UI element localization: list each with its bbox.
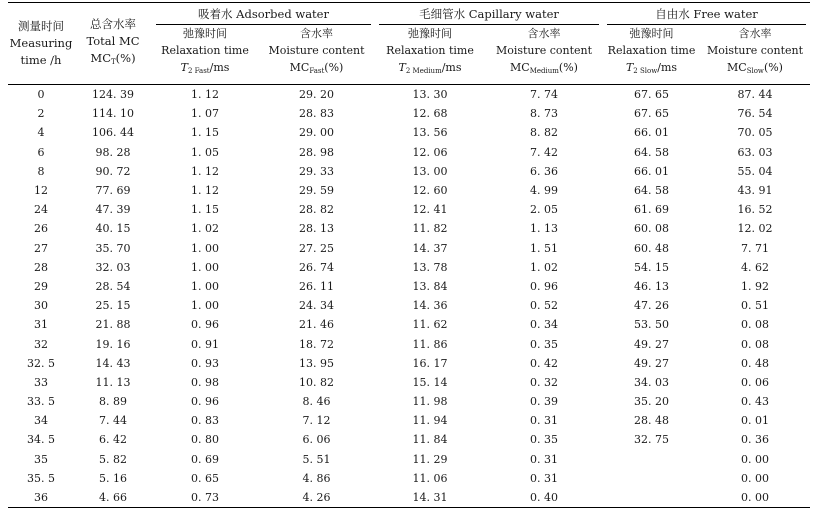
table-row bbox=[8, 334, 810, 353]
mc-medium-cell: 8. 73 bbox=[530, 107, 558, 121]
mc-fast-cell: 18. 72 bbox=[299, 337, 334, 351]
table-row bbox=[8, 104, 810, 123]
mc-medium-symbol-sub: Medium bbox=[529, 67, 559, 75]
mc-slow-cell: 4. 62 bbox=[741, 260, 769, 274]
mc-medium-cell: 8. 82 bbox=[530, 126, 558, 140]
time-cell: 0 bbox=[37, 88, 45, 102]
time-cell: 31 bbox=[34, 318, 48, 332]
mc-medium-cell: 0. 52 bbox=[530, 299, 558, 313]
time-cell: 28 bbox=[34, 260, 48, 274]
mc-fast-cell: 29. 20 bbox=[299, 88, 334, 102]
mc-slow-cell: 55. 04 bbox=[737, 164, 773, 178]
mc-fast-cell: 28. 82 bbox=[299, 203, 334, 217]
relax-cn: 弛豫时间 bbox=[183, 27, 227, 40]
mc-slow-cell: 12. 02 bbox=[737, 222, 773, 236]
mc-medium-cell: 2. 05 bbox=[530, 203, 558, 217]
time-cell: 2 bbox=[37, 107, 45, 121]
table-row bbox=[8, 143, 810, 162]
mc-fast-cell: 8. 46 bbox=[302, 395, 331, 409]
t2-slow-cell: 49. 27 bbox=[634, 337, 669, 351]
t2-fast-cell: 0. 96 bbox=[191, 395, 219, 409]
adsorbed-water-cn: 吸着水 bbox=[198, 6, 233, 21]
measuring-time-en-2: time /h bbox=[20, 53, 62, 67]
total-mc-cn: 总含水率 bbox=[90, 17, 136, 31]
t2-slow-symbol-unit: /ms bbox=[657, 61, 678, 74]
total-mc-cell: 19. 16 bbox=[95, 337, 131, 351]
time-cell: 35 bbox=[34, 452, 48, 466]
t2-medium-cell: 13. 78 bbox=[412, 260, 448, 274]
time-cell: 24 bbox=[34, 203, 48, 217]
time-cell: 4 bbox=[37, 126, 45, 140]
t2-fast-cell: 1. 15 bbox=[191, 126, 219, 140]
t2-fast-symbol-sub-num: 2 bbox=[187, 67, 193, 75]
time-cell: 34 bbox=[34, 414, 48, 428]
t2-fast-cell: 0. 65 bbox=[191, 471, 219, 485]
mc-fast-symbol bbox=[258, 59, 375, 85]
t2-fast-cell: 0. 91 bbox=[191, 337, 219, 351]
table-row bbox=[8, 315, 810, 334]
t2-fast-cell: 1. 00 bbox=[191, 241, 219, 255]
t2-fast-cell: 1. 12 bbox=[191, 164, 219, 178]
total-mc-cell: 40. 15 bbox=[95, 222, 131, 236]
t2-fast-cell: 1. 00 bbox=[191, 260, 219, 274]
mc-slow-cell: 16. 52 bbox=[737, 203, 773, 217]
t2-medium-cell: 12. 68 bbox=[412, 107, 448, 121]
t2-medium-cell: 14. 37 bbox=[412, 241, 448, 255]
mc-medium-cell: 1. 02 bbox=[530, 260, 558, 274]
t2-medium-symbol bbox=[375, 59, 485, 85]
t2-fast-cell: 0. 96 bbox=[191, 318, 219, 332]
mc-slow-symbol-pct: (%) bbox=[763, 61, 783, 74]
t2-slow-cell: 34. 03 bbox=[634, 375, 669, 389]
mc-slow-cell: 0. 00 bbox=[741, 452, 769, 466]
mc-medium-cell: 4. 99 bbox=[530, 184, 558, 198]
t2-medium-cell: 13. 00 bbox=[412, 164, 448, 178]
t2-medium-cell: 12. 06 bbox=[412, 145, 448, 159]
t2-medium-cell: 12. 41 bbox=[412, 203, 448, 217]
table-row bbox=[8, 296, 810, 315]
t2-fast-cell: 0. 93 bbox=[191, 356, 219, 370]
mc-slow-cell: 0. 01 bbox=[741, 414, 769, 428]
mc-slow-cell: 0. 00 bbox=[700, 488, 810, 508]
t2-slow-cell: 60. 48 bbox=[634, 241, 669, 255]
time-cell: 29 bbox=[34, 279, 48, 293]
t2-medium-cell: 12. 60 bbox=[412, 184, 448, 198]
table-row bbox=[8, 200, 810, 219]
mc-slow-cell: 0. 06 bbox=[741, 375, 769, 389]
t2-fast-cell: 1. 07 bbox=[191, 107, 219, 121]
table-body bbox=[8, 85, 810, 508]
total-mc-unit: (%) bbox=[115, 51, 136, 65]
mc-fast-header bbox=[258, 25, 375, 59]
table-row bbox=[8, 469, 810, 488]
total-mc-cell: 106. 44 bbox=[92, 126, 134, 140]
t2-slow-cell bbox=[603, 450, 700, 469]
t2-slow-cell: 61. 69 bbox=[634, 203, 669, 217]
free-water-en: Free water bbox=[693, 6, 758, 21]
table-row bbox=[8, 181, 810, 200]
t2-medium-cell: 13. 56 bbox=[412, 126, 448, 140]
mc-cn: 含水率 bbox=[738, 27, 772, 40]
t2-fast-cell: 1. 12 bbox=[191, 88, 219, 102]
mc-fast-cell: 26. 11 bbox=[299, 279, 334, 293]
table-row bbox=[8, 392, 810, 411]
t2-slow-cell: 32. 75 bbox=[634, 433, 669, 447]
total-mc-cell: 32. 03 bbox=[95, 260, 131, 274]
t2-slow-symbol bbox=[603, 59, 700, 85]
t2-slow-cell: 67. 65 bbox=[634, 88, 669, 102]
mc-cn: 含水率 bbox=[300, 27, 333, 40]
t2-fast-cell: 0. 98 bbox=[191, 375, 219, 389]
mc-slow-cell: 0. 08 bbox=[741, 318, 769, 332]
total-mc-cell: 47. 39 bbox=[95, 203, 131, 217]
mc-fast-cell: 7. 12 bbox=[302, 414, 331, 428]
t2-medium-cell: 13. 30 bbox=[412, 88, 448, 102]
relax-fast-header bbox=[152, 25, 258, 59]
t2-fast-cell: 0. 69 bbox=[191, 452, 219, 466]
total-mc-cell: 7. 44 bbox=[99, 414, 127, 428]
t2-medium-symbol-sub-num: 2 bbox=[405, 67, 411, 75]
t2-fast-cell: 0. 73 bbox=[152, 488, 258, 508]
t2-medium-cell: 11. 98 bbox=[412, 395, 448, 409]
mc-fast-symbol-pct: (%) bbox=[324, 61, 344, 74]
total-mc-cell: 6. 42 bbox=[99, 433, 127, 447]
total-mc-cell: 90. 72 bbox=[95, 164, 131, 178]
mc-en: Moisture content bbox=[268, 44, 365, 57]
table-row bbox=[8, 239, 810, 258]
mc-medium-cell: 0. 31 bbox=[530, 471, 558, 485]
mc-slow-cell: 43. 91 bbox=[737, 184, 773, 198]
t2-slow-cell: 64. 58 bbox=[634, 184, 669, 198]
free-water-group bbox=[603, 3, 810, 26]
mc-slow-cell: 87. 44 bbox=[737, 88, 773, 102]
time-cell: 6 bbox=[37, 145, 45, 159]
capillary-water-group bbox=[375, 3, 603, 26]
relax-cn: 弛豫时间 bbox=[408, 27, 452, 40]
mc-fast-cell: 29. 59 bbox=[299, 184, 334, 198]
t2-medium-cell: 16. 17 bbox=[412, 356, 448, 370]
table-row bbox=[8, 85, 810, 105]
table-row bbox=[8, 450, 810, 469]
total-mc-cell: 28. 54 bbox=[95, 279, 131, 293]
total-mc-sub: T bbox=[111, 58, 116, 66]
mc-medium-cell: 0. 96 bbox=[530, 279, 558, 293]
measuring-time-en-1: Measuring bbox=[9, 36, 73, 50]
t2-slow-cell: 64. 58 bbox=[634, 145, 669, 159]
t2-slow-cell: 35. 20 bbox=[634, 395, 669, 409]
total-mc-cell: 114. 10 bbox=[92, 107, 134, 121]
mc-fast-cell: 5. 51 bbox=[302, 452, 331, 466]
total-mc-cell: 77. 69 bbox=[95, 184, 131, 198]
t2-fast-symbol bbox=[152, 59, 258, 85]
total-mc-cell: 98. 28 bbox=[95, 145, 131, 159]
t2-fast-symbol-t: T bbox=[180, 61, 188, 74]
mc-fast-cell: 29. 33 bbox=[299, 164, 334, 178]
t2-fast-symbol-sub-label: Fast bbox=[194, 67, 210, 75]
t2-fast-symbol-unit: /ms bbox=[209, 61, 230, 74]
t2-medium-cell: 13. 84 bbox=[412, 279, 448, 293]
mc-fast-cell: 10. 82 bbox=[299, 375, 334, 389]
time-cell: 33. 5 bbox=[27, 395, 55, 409]
t2-fast-cell: 1. 05 bbox=[191, 145, 219, 159]
total-mc-mc: MC bbox=[90, 51, 111, 65]
mc-medium-cell: 0. 40 bbox=[485, 488, 603, 508]
mc-fast-cell: 29. 00 bbox=[299, 126, 334, 140]
mc-fast-cell: 27. 25 bbox=[299, 241, 334, 255]
t2-medium-cell: 11. 86 bbox=[412, 337, 448, 351]
mc-fast-symbol-sub: Fast bbox=[309, 67, 325, 75]
t2-slow-cell: 47. 26 bbox=[634, 299, 669, 313]
t2-slow-cell: 54. 15 bbox=[634, 260, 669, 274]
t2-medium-symbol-unit: /ms bbox=[441, 61, 462, 74]
mc-slow-header bbox=[700, 25, 810, 59]
table-row bbox=[8, 277, 810, 296]
t2-fast-cell: 0. 83 bbox=[191, 414, 219, 428]
mc-medium-cell: 6. 36 bbox=[530, 164, 558, 178]
mc-slow-cell: 0. 36 bbox=[741, 433, 769, 447]
table-row bbox=[8, 258, 810, 277]
total-mc-cell: 124. 39 bbox=[92, 88, 134, 102]
mc-slow-cell: 70. 05 bbox=[737, 126, 773, 140]
table-row bbox=[8, 411, 810, 430]
t2-fast-cell: 1. 00 bbox=[191, 279, 219, 293]
mc-slow-cell: 0. 00 bbox=[741, 471, 769, 485]
total-mc-cell: 5. 82 bbox=[99, 452, 127, 466]
t2-medium-cell: 11. 82 bbox=[412, 222, 448, 236]
time-cell: 35. 5 bbox=[27, 471, 55, 485]
time-cell: 32 bbox=[34, 337, 48, 351]
mc-medium-cell: 7. 74 bbox=[530, 88, 558, 102]
relax-medium-header bbox=[375, 25, 485, 59]
relax-en: Relaxation time bbox=[607, 44, 696, 57]
mc-fast-cell: 4. 86 bbox=[302, 471, 331, 485]
mc-medium-cell: 7. 42 bbox=[530, 145, 558, 159]
total-mc-cell: 4. 66 bbox=[74, 488, 152, 508]
mc-slow-cell: 0. 08 bbox=[741, 337, 769, 351]
mc-en: Moisture content bbox=[495, 44, 593, 57]
t2-medium-cell: 11. 62 bbox=[412, 318, 448, 332]
time-cell: 30 bbox=[34, 299, 48, 313]
relax-en: Relaxation time bbox=[386, 44, 474, 57]
mc-slow-cell: 63. 03 bbox=[737, 145, 773, 159]
time-cell: 27 bbox=[34, 241, 48, 255]
t2-fast-cell: 1. 02 bbox=[191, 222, 219, 236]
t2-slow-symbol-sub-label: Slow bbox=[640, 67, 658, 75]
t2-slow-cell: 49. 27 bbox=[634, 356, 669, 370]
total-mc-cell: 21. 88 bbox=[95, 318, 131, 332]
mc-slow-cell: 0. 48 bbox=[741, 356, 769, 370]
mc-medium-cell: 0. 32 bbox=[530, 375, 558, 389]
time-cell: 36 bbox=[8, 488, 74, 508]
total-mc-cell: 8. 89 bbox=[99, 395, 127, 409]
table-row bbox=[8, 430, 810, 449]
total-mc-symbol bbox=[74, 50, 152, 71]
total-mc-cell: 35. 70 bbox=[95, 241, 131, 255]
t2-slow-cell: 67. 65 bbox=[634, 107, 669, 121]
total-mc-en: Total MC bbox=[86, 34, 140, 48]
t2-slow-cell: 66. 01 bbox=[634, 126, 669, 140]
t2-medium-cell: 11. 06 bbox=[412, 471, 448, 485]
table-row bbox=[8, 219, 810, 238]
t2-medium-cell: 11. 94 bbox=[412, 414, 448, 428]
mc-medium-cell: 0. 35 bbox=[530, 337, 558, 351]
mc-slow-cell: 0. 51 bbox=[741, 299, 769, 313]
adsorbed-water-en: Adsorbed water bbox=[236, 6, 329, 21]
mc-medium-cell: 0. 42 bbox=[530, 356, 558, 370]
mc-fast-cell: 28. 98 bbox=[299, 145, 334, 159]
mc-medium-symbol-pct: (%) bbox=[558, 61, 578, 74]
relax-en: Relaxation time bbox=[161, 44, 249, 57]
mc-medium-symbol-mc: MC bbox=[510, 61, 530, 74]
mc-medium-symbol bbox=[485, 59, 603, 85]
mc-fast-cell: 28. 13 bbox=[299, 222, 334, 236]
time-cell: 26 bbox=[34, 222, 48, 236]
mc-medium-cell: 1. 13 bbox=[530, 222, 558, 236]
time-cell: 32. 5 bbox=[27, 356, 55, 370]
mc-fast-cell: 26. 74 bbox=[299, 260, 334, 274]
mc-slow-symbol-sub: Slow bbox=[746, 67, 764, 75]
total-mc-cell: 5. 16 bbox=[99, 471, 127, 485]
mc-slow-cell: 1. 92 bbox=[741, 279, 769, 293]
t2-slow-cell: 46. 13 bbox=[634, 279, 669, 293]
t2-fast-cell: 1. 15 bbox=[191, 203, 219, 217]
table-row bbox=[8, 488, 810, 508]
t2-medium-cell: 15. 14 bbox=[412, 375, 448, 389]
moisture-data-table bbox=[8, 2, 810, 508]
mc-slow-symbol-mc: MC bbox=[727, 61, 747, 74]
mc-fast-cell: 6. 06 bbox=[302, 433, 331, 447]
t2-medium-cell: 14. 36 bbox=[412, 299, 448, 313]
mc-fast-cell: 24. 34 bbox=[299, 299, 334, 313]
relax-cn: 弛豫时间 bbox=[629, 27, 674, 40]
capillary-water-en: Capillary water bbox=[468, 6, 559, 21]
free-water-cn: 自由水 bbox=[655, 6, 690, 21]
time-cell: 8 bbox=[37, 164, 45, 178]
mc-en: Moisture content bbox=[706, 44, 804, 57]
t2-slow-cell: 60. 08 bbox=[634, 222, 669, 236]
mc-slow-cell: 7. 71 bbox=[741, 241, 769, 255]
t2-slow-cell bbox=[603, 488, 700, 508]
mc-fast-cell: 21. 46 bbox=[299, 318, 334, 332]
header-group-row bbox=[8, 3, 810, 26]
t2-slow-cell: 53. 50 bbox=[634, 318, 669, 332]
t2-medium-symbol-t: T bbox=[398, 61, 406, 74]
adsorbed-water-group bbox=[152, 3, 375, 26]
mc-medium-header bbox=[485, 25, 603, 59]
mc-fast-cell: 4. 26 bbox=[258, 488, 375, 508]
mc-medium-cell: 0. 35 bbox=[530, 433, 558, 447]
mc-medium-cell: 0. 31 bbox=[530, 414, 558, 428]
mc-slow-cell: 0. 43 bbox=[741, 395, 769, 409]
time-cell: 34. 5 bbox=[27, 433, 55, 447]
total-mc-cell: 25. 15 bbox=[95, 299, 131, 313]
t2-slow-cell bbox=[603, 469, 700, 488]
t2-medium-symbol-sub-label: Medium bbox=[412, 67, 442, 75]
t2-fast-cell: 0. 80 bbox=[191, 433, 219, 447]
t2-slow-symbol-sub bbox=[633, 67, 657, 75]
t2-medium-cell: 11. 29 bbox=[412, 452, 448, 466]
mc-medium-cell: 0. 31 bbox=[530, 452, 558, 466]
mc-fast-cell: 13. 95 bbox=[299, 356, 334, 370]
table-row bbox=[8, 354, 810, 373]
t2-slow-symbol-t: T bbox=[625, 61, 634, 74]
t2-slow-cell: 66. 01 bbox=[634, 164, 669, 178]
t2-fast-cell: 1. 12 bbox=[191, 184, 219, 198]
t2-fast-cell: 1. 00 bbox=[191, 299, 219, 313]
mc-fast-cell: 28. 83 bbox=[299, 107, 334, 121]
t2-medium-symbol-sub bbox=[406, 67, 442, 75]
mc-fast-symbol-mc: MC bbox=[289, 61, 310, 74]
table-row bbox=[8, 123, 810, 142]
mc-medium-cell: 1. 51 bbox=[530, 241, 558, 255]
total-mc-header bbox=[74, 3, 152, 85]
mc-slow-cell: 76. 54 bbox=[737, 107, 773, 121]
time-cell: 33 bbox=[34, 375, 48, 389]
t2-medium-cell: 11. 84 bbox=[412, 433, 448, 447]
t2-slow-cell: 28. 48 bbox=[634, 414, 669, 428]
mc-slow-symbol bbox=[700, 59, 810, 85]
total-mc-cell: 11. 13 bbox=[95, 375, 131, 389]
table-row bbox=[8, 373, 810, 392]
mc-medium-cell: 0. 34 bbox=[530, 318, 558, 332]
mc-cn: 含水率 bbox=[527, 27, 561, 40]
t2-fast-symbol-sub bbox=[188, 67, 210, 75]
t2-medium-cell: 14. 31 bbox=[375, 488, 485, 508]
capillary-water-cn: 毛细管水 bbox=[419, 6, 466, 21]
mc-medium-cell: 0. 39 bbox=[530, 395, 558, 409]
table-row bbox=[8, 162, 810, 181]
time-cell: 12 bbox=[34, 184, 48, 198]
total-mc-cell: 14. 43 bbox=[95, 356, 131, 370]
relax-slow-header bbox=[603, 25, 700, 59]
t2-slow-symbol-sub-num: 2 bbox=[633, 67, 638, 75]
measuring-time-cn: 测量时间 bbox=[18, 19, 64, 33]
measuring-time-header bbox=[8, 3, 74, 85]
